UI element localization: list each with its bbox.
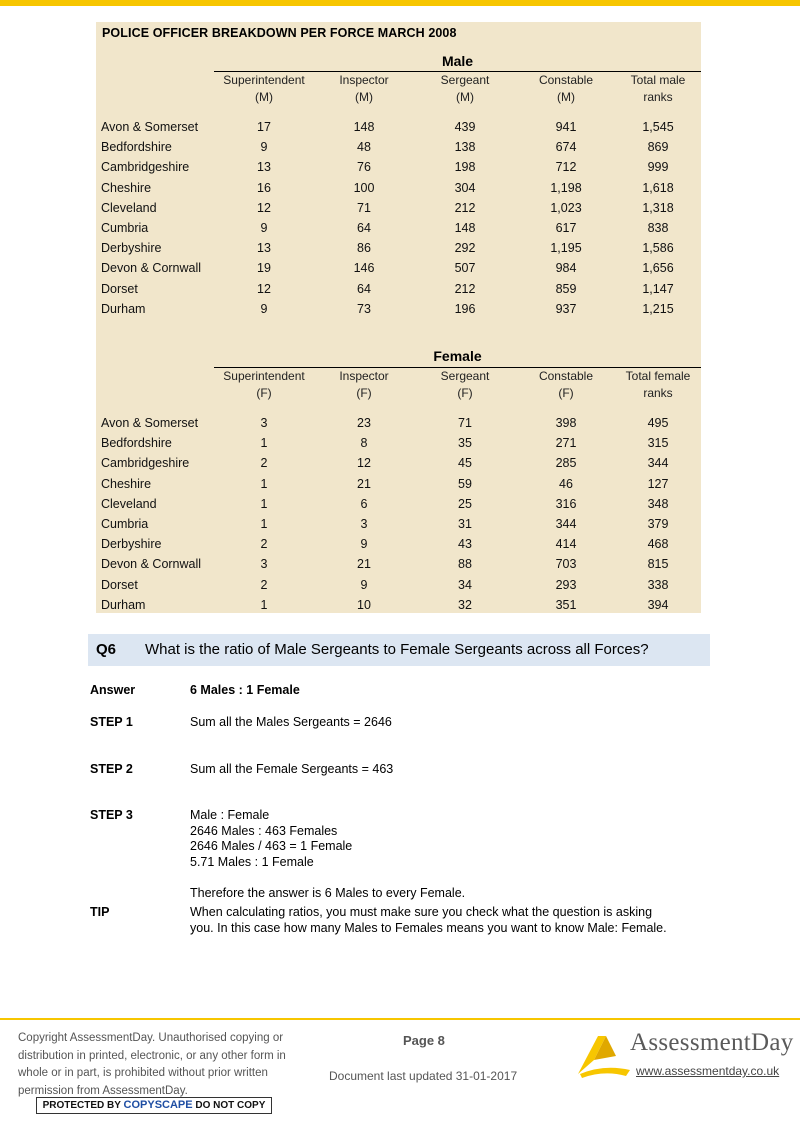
female-table-cell: 348 <box>647 496 669 511</box>
male-table-cell: 1,656 <box>642 261 674 276</box>
female-table-cell: 495 <box>647 416 669 430</box>
male-row-force-label: Dorset <box>101 281 138 296</box>
copyscape-badge[interactable] <box>36 1097 272 1114</box>
female-column-header <box>610 368 706 402</box>
female-row-force-label: Cambridgeshire <box>101 456 190 471</box>
male-table-cell: 13 <box>257 241 271 256</box>
female-row-force-label: Bedfordshire <box>101 436 172 451</box>
data-table-panel <box>96 22 701 613</box>
male-table-cell: 16 <box>257 180 271 195</box>
male-table-cell: 1,147 <box>642 281 674 296</box>
male-column-header <box>417 72 513 106</box>
step3-line: 2646 Males / 463 = 1 Female <box>190 839 353 853</box>
female-table-cell: 31 <box>458 517 472 531</box>
male-row-force-label: Cambridgeshire <box>101 160 190 175</box>
female-table-cell: 2 <box>260 577 268 592</box>
page-number: Page 8 <box>403 1033 445 1048</box>
column-header-line: (F) <box>356 386 372 400</box>
female-section-heading: Female <box>433 348 482 364</box>
female-table-cell: 45 <box>458 456 472 471</box>
female-table-cell: 88 <box>458 557 472 572</box>
step3-line: 5.71 Males : 1 Female <box>190 854 314 869</box>
male-table-cell: 12 <box>257 281 271 296</box>
column-header-line: Total male <box>630 73 686 87</box>
female-table-cell: 9 <box>360 577 368 592</box>
question-number: Q6 <box>96 641 117 658</box>
column-header-line: Superintendent <box>223 369 305 383</box>
male-table-cell: 100 <box>353 180 375 195</box>
female-column-header <box>316 368 412 402</box>
female-table-cell: 703 <box>555 557 577 572</box>
female-table-cell: 10 <box>357 597 371 612</box>
conclusion-text: Therefore the answer is 6 Males to every Female. <box>190 886 466 900</box>
female-table-cell: 2 <box>260 456 268 471</box>
female-table-cell: 379 <box>647 517 669 531</box>
male-row-force-label: Durham <box>101 301 146 316</box>
column-header-line: (F) <box>256 386 272 400</box>
female-row-force-label: Durham <box>101 597 146 612</box>
female-table-cell: 21 <box>357 476 371 491</box>
male-table-cell: 1,618 <box>642 180 674 195</box>
female-table-cell: 23 <box>357 416 371 430</box>
male-table-cell: 198 <box>454 160 476 175</box>
female-table-cell: 316 <box>555 496 577 511</box>
copyright-notice: Copyright AssessmentDay. Unauthorised copying or distribution in printed, electronic, or any other form in whole or in part, is prohibited without prior written permission from AssessmentDay. <box>18 1032 286 1097</box>
male-table-cell: 292 <box>454 241 476 256</box>
male-row-force-label: Cleveland <box>101 200 157 215</box>
male-table-cell: 9 <box>260 221 268 235</box>
step3-label: STEP 3 <box>90 808 133 822</box>
male-row-force-label: Cumbria <box>101 221 149 235</box>
column-header-line: (M) <box>355 90 373 104</box>
column-header-line: Total female <box>625 369 691 383</box>
male-table-cell: 712 <box>555 160 577 175</box>
step2-label: STEP 2 <box>90 762 133 776</box>
male-table-cell: 1,318 <box>642 200 674 215</box>
male-table-cell: 439 <box>454 120 476 134</box>
male-table-cell: 1,195 <box>550 241 582 256</box>
female-table-cell: 127 <box>647 476 669 491</box>
male-column-header <box>610 72 706 106</box>
step1-text: Sum all the Males Sergeants = 2646 <box>190 715 392 729</box>
column-header-line: Inspector <box>339 369 389 383</box>
male-row-force-label: Devon & Cornwall <box>101 261 202 276</box>
female-row-force-label: Cumbria <box>101 517 149 531</box>
female-table-cell: 338 <box>647 577 669 592</box>
female-table-cell: 59 <box>458 476 472 491</box>
male-row-force-label: Bedfordshire <box>101 140 172 155</box>
female-table-cell: 815 <box>647 557 669 572</box>
male-column-header <box>316 72 412 106</box>
step2-text: Sum all the Female Sergeants = 463 <box>190 762 394 776</box>
female-table-cell: 398 <box>555 416 577 430</box>
top-accent-bar <box>0 0 800 6</box>
document-updated: Document last updated 31-01-2017 <box>329 1069 518 1083</box>
male-table-cell: 64 <box>357 281 371 296</box>
male-table-cell: 146 <box>353 261 375 276</box>
female-table-cell: 271 <box>555 436 577 451</box>
female-table-cell: 1 <box>260 517 268 531</box>
male-row-force-label: Cheshire <box>101 180 152 195</box>
male-table-cell: 212 <box>454 200 476 215</box>
male-table-cell: 984 <box>555 261 577 276</box>
website-link[interactable]: www.assessmentday.co.uk <box>636 1064 780 1078</box>
female-table-cell: 2 <box>260 537 268 552</box>
female-table-cell: 344 <box>555 517 577 531</box>
copyscape-suffix: DO NOT COPY <box>195 1100 266 1111</box>
female-table-cell: 9 <box>360 537 368 552</box>
male-table-cell: 1,586 <box>642 241 674 256</box>
male-table-cell: 304 <box>454 180 476 195</box>
male-table-cell: 9 <box>260 140 268 155</box>
question-text: What is the ratio of Male Sergeants to Female Sergeants across all Forces? <box>145 641 649 658</box>
female-table-cell: 8 <box>360 436 368 451</box>
female-table-cell: 71 <box>458 416 472 430</box>
female-table-cell: 25 <box>458 496 472 511</box>
female-table-cell: 6 <box>360 496 368 511</box>
copyscape-prefix: PROTECTED BY <box>42 1100 121 1111</box>
female-column-header <box>216 368 312 402</box>
male-table-cell: 86 <box>357 241 371 256</box>
female-row-force-label: Avon & Somerset <box>101 416 199 430</box>
female-table-cell: 293 <box>555 577 577 592</box>
male-table-cell: 937 <box>555 301 577 316</box>
female-table-cell: 1 <box>260 476 268 491</box>
female-row-force-label: Cleveland <box>101 496 157 511</box>
male-table-cell: 148 <box>454 221 476 235</box>
female-table-cell: 351 <box>555 597 577 612</box>
male-table-cell: 13 <box>257 160 271 175</box>
female-row-force-label: Dorset <box>101 577 138 592</box>
male-table-cell: 73 <box>357 301 371 316</box>
answer-label: Answer <box>90 683 136 697</box>
male-table-cell: 859 <box>555 281 577 296</box>
female-table-cell: 34 <box>458 577 472 592</box>
male-table-cell: 9 <box>260 301 268 316</box>
column-header-line: (M) <box>456 90 474 104</box>
female-table-cell: 35 <box>458 436 472 451</box>
column-header-line: Sergeant <box>440 369 490 383</box>
female-row-force-label: Devon & Cornwall <box>101 557 202 572</box>
step3-calculation <box>190 808 352 870</box>
column-header-line: Sergeant <box>440 73 490 87</box>
tip-label: TIP <box>90 905 110 919</box>
female-table-cell: 3 <box>360 517 368 531</box>
female-table-cell: 3 <box>260 557 268 572</box>
column-header-line: (F) <box>457 386 473 400</box>
step3-line: 2646 Males : 463 Females <box>190 823 338 838</box>
column-header-line: Superintendent <box>223 73 305 87</box>
footer-divider <box>0 1018 800 1020</box>
male-table-cell: 617 <box>555 221 577 235</box>
female-table-cell: 12 <box>357 456 371 471</box>
tip-text: When calculating ratios, you must make sure you check what the question is asking you. In this case how many Males to Females means you want to know Male: Female. <box>190 905 667 935</box>
male-table-cell: 507 <box>454 261 476 276</box>
female-table-cell: 468 <box>647 537 669 552</box>
female-column-header <box>518 368 614 402</box>
male-table-cell: 212 <box>454 281 476 296</box>
male-table-cell: 196 <box>454 301 476 316</box>
female-table-cell: 1 <box>260 597 268 612</box>
column-header-line: Constable <box>538 369 594 383</box>
male-row-force-label: Avon & Somerset <box>101 120 199 134</box>
male-table-cell: 941 <box>555 120 577 134</box>
male-table-cell: 1,545 <box>642 120 674 134</box>
female-table-cell: 414 <box>555 537 577 552</box>
step3-line: Male : Female <box>190 808 270 822</box>
male-table-cell: 138 <box>454 140 476 155</box>
copyscape-brand: COPYSCAPE <box>123 1099 193 1111</box>
male-table-cell: 1,215 <box>642 301 674 316</box>
female-table-cell: 1 <box>260 436 268 451</box>
male-table-cell: 64 <box>357 221 371 235</box>
column-header-line: (M) <box>557 90 575 104</box>
female-table-cell: 344 <box>647 456 669 471</box>
male-column-header <box>216 72 312 106</box>
male-row-force-label: Derbyshire <box>101 241 162 256</box>
column-header-line: Inspector <box>339 73 389 87</box>
male-table-cell: 148 <box>353 120 375 134</box>
female-column-header <box>417 368 513 402</box>
female-table-cell: 32 <box>458 597 472 612</box>
male-table-cell: 12 <box>257 200 271 215</box>
female-table-cell: 394 <box>647 597 669 612</box>
female-row-force-label: Cheshire <box>101 476 152 491</box>
question-band <box>88 634 710 666</box>
male-table-cell: 1,198 <box>550 180 582 195</box>
male-table-cell: 17 <box>257 120 271 134</box>
male-column-header <box>518 72 614 106</box>
female-row-force-label: Derbyshire <box>101 537 162 552</box>
male-table-cell: 1,023 <box>550 200 582 215</box>
column-header-line: Constable <box>538 73 594 87</box>
male-table-cell: 76 <box>357 160 371 175</box>
female-table-cell: 3 <box>260 416 268 430</box>
column-header-line: ranks <box>643 90 673 104</box>
male-table-cell: 838 <box>647 221 669 235</box>
female-table-cell: 315 <box>647 436 669 451</box>
table-title: POLICE OFFICER BREAKDOWN PER FORCE MARCH 2008 <box>102 26 457 40</box>
male-table-cell: 71 <box>357 200 371 215</box>
answer-value: 6 Males : 1 Female <box>190 683 300 697</box>
column-header-line: ranks <box>643 386 673 400</box>
male-table-cell: 19 <box>257 261 271 276</box>
male-table-cell: 674 <box>555 140 577 155</box>
male-table-cell: 999 <box>647 160 669 175</box>
assessmentday-logo-icon <box>576 1030 632 1078</box>
column-header-line: (M) <box>255 90 273 104</box>
step1-label: STEP 1 <box>90 715 133 729</box>
female-table-cell: 1 <box>260 496 268 511</box>
logo-wordmark: AssessmentDay <box>630 1029 794 1056</box>
female-table-cell: 21 <box>357 557 371 572</box>
male-section-heading: Male <box>441 53 474 69</box>
female-table-cell: 43 <box>458 537 472 552</box>
female-table-cell: 46 <box>559 476 573 491</box>
female-table-cell: 285 <box>555 456 577 471</box>
male-table-cell: 48 <box>357 140 371 155</box>
male-table-cell: 869 <box>647 140 669 155</box>
column-header-line: (F) <box>558 386 574 400</box>
